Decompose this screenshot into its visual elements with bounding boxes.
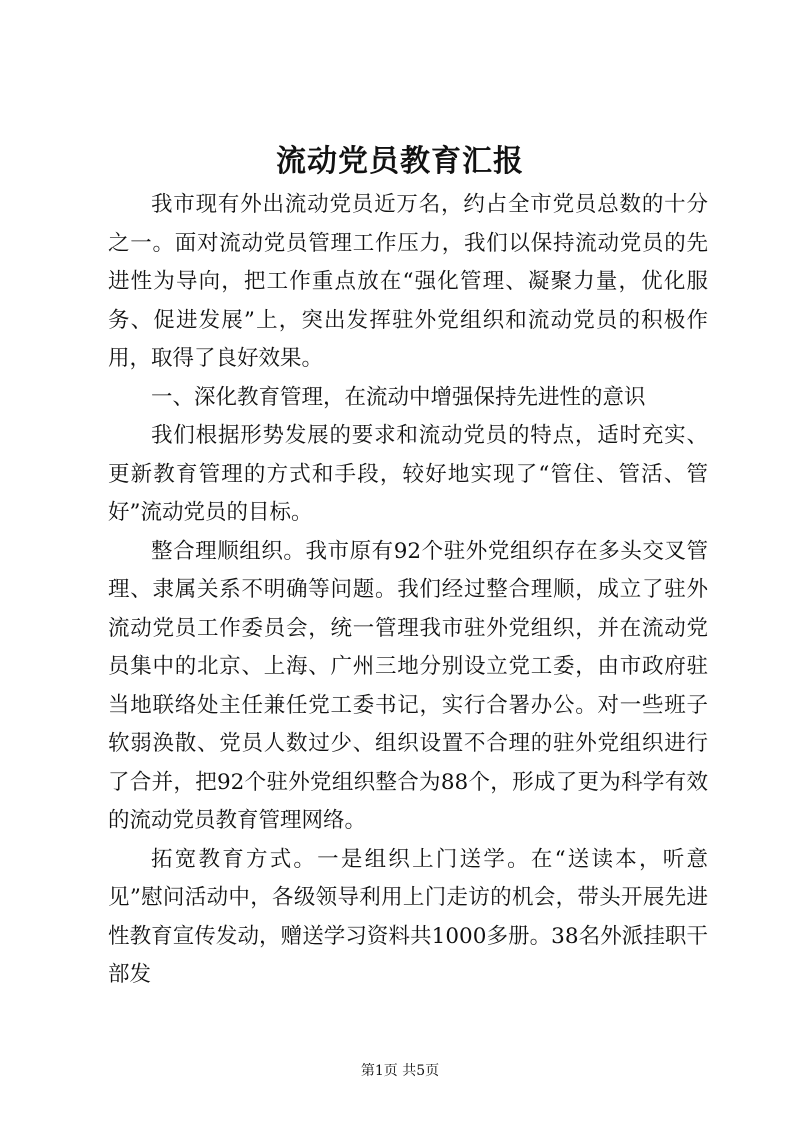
document-title: 流动党员教育汇报 [276, 144, 524, 179]
paragraph-section-intro: 我们根据形势发展的要求和流动党员的特点，适时充实、更新教育管理的方式和手段，较好地实现了“管住、管活、管好”流动党员的目标。 [108, 423, 708, 525]
paragraph-organization: 整合理顺组织。我市原有92个驻外党组织存在多头交叉管理、隶属关系不明确等问题。我们经过整合理顺，成立了驻外流动党员工作委员会，统一管理我市驻外党组织，并在流动党员集中的北京、上海、广州三地分别设立党工委，由市政府驻当地联络处主任兼任党工委书记，实行合署办公。对一些班子软弱涣散、党员人数过少、组织设置不合理的驻外党组织进行了合并，把92个驻外党组织整合为88个，形成了更为科学有效的流动党员教育管理网络。 [108, 538, 708, 833]
paragraph-intro: 我市现有外出流动党员近万名，约占全市党员总数的十分之一。面对流动党员管理工作压力，我们以保持流动党员的先进性为导向，把工作重点放在“强化管理、凝聚力量，优化服务、促进发展”上，突出发挥驻外党组织和流动党员的积极作用，取得了良好效果。 [108, 192, 708, 371]
section-heading: 一、深化教育管理，在流动中增强保持先进性的意识 [151, 384, 646, 410]
document-body [108, 186, 708, 995]
page-footer: 第1页 共5页 [360, 1063, 440, 1079]
paragraph-education-methods: 拓宽教育方式。一是组织上门送学。在“送读本，听意见”慰问活动中，各级领导利用上门走访的机会，带头开展先进性教育宣传发动，赠送学习资料共1000多册。38名外派挂职干部发 [108, 846, 708, 987]
